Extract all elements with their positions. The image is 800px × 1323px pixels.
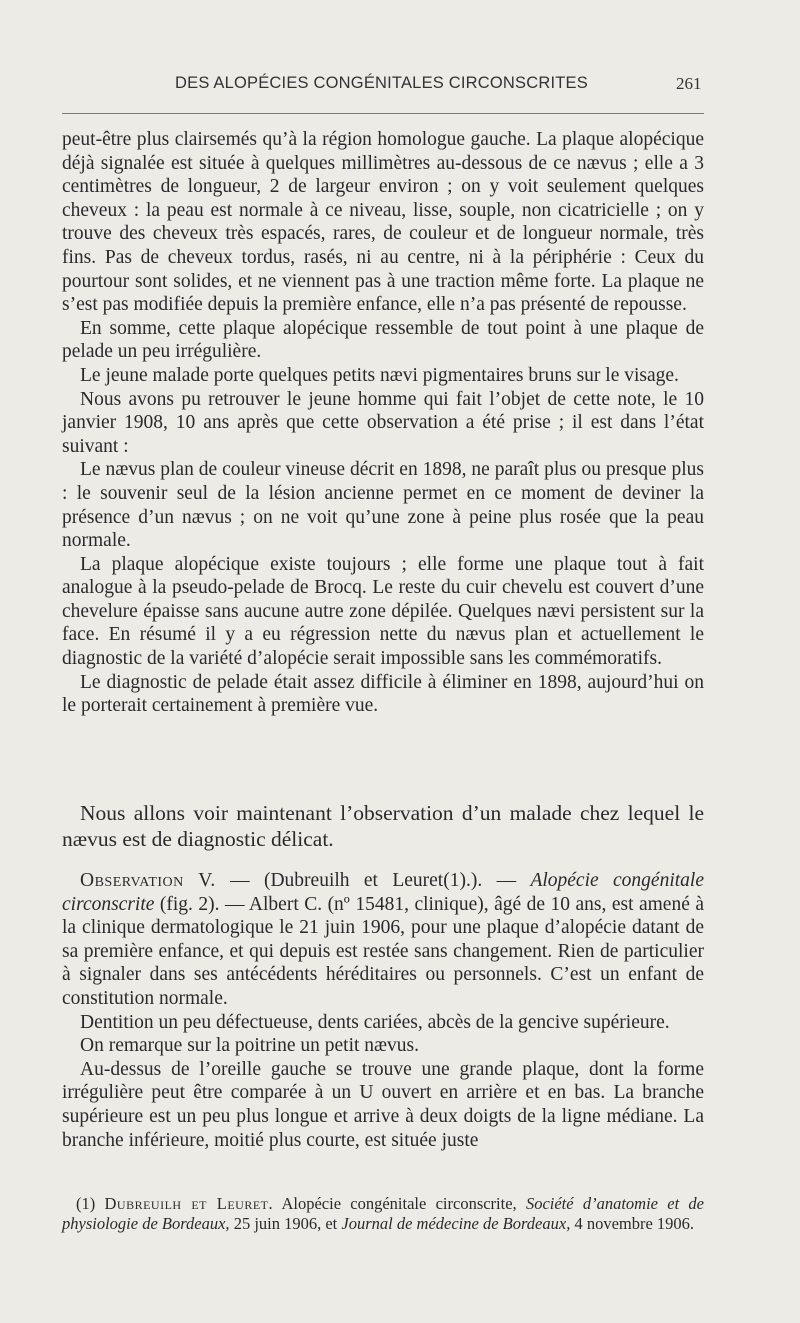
paragraph: Le nævus plan de couleur vineuse décrit en 1898, ne paraît plus ou presque plus : le souvenir seul de la lésion ancienne permet en ce moment de deviner la présence d’un nævus ; on ne voit qu’une zone à peine plus rosée que la peau normale.	[62, 459, 704, 552]
footnote-fragment: 25 juin 1906, et	[229, 1214, 342, 1233]
observation-opening	[62, 869, 704, 1011]
footnote-fragment: 4 novembre 1906.	[570, 1214, 695, 1233]
body-text	[62, 128, 704, 718]
footnote-journal: Journal de médecine de Bordeaux,	[341, 1214, 571, 1233]
footnote	[62, 1194, 704, 1234]
paragraph: La plaque alopécique existe toujours ; elle forme une plaque tout à fait analogue à la pseudo-pelade de Brocq. Le reste du cuir chevelu est couvert d’une chevelure épaisse sans aucune autre zone dépilée. Quelques nævi persistent sur la face. En résumé il y a eu régression nette du nævus plan et actuellement le diagnostic de la variété d’alopécie serait impossible sans les commémoratifs.	[62, 553, 704, 670]
observation-block	[62, 869, 704, 1152]
paragraph: Nous avons pu retrouver le jeune homme qui fait l’objet de cette note, le 10 janvier 1908, 10 ans après que cette observation a été prise ; il est dans l’état suivant :	[62, 388, 704, 457]
footnote-marker: (1)	[76, 1194, 105, 1213]
paragraph: Le diagnostic de pelade était assez difficile à éliminer en 1898, aujourd’hui on le porterait certainement à première vue.	[62, 671, 704, 717]
running-header	[0, 74, 800, 102]
footnote-text	[62, 1194, 704, 1234]
paragraph: Au-dessus de l’oreille gauche se trouve une grande plaque, dont la forme irrégulière peut être comparée à un U ouvert en arrière et en bas. La branche supérieure est un peu plus longue et arrive à deux doigts de la ligne médiane. La branche inférieure, moitié plus courte, est située juste	[62, 1058, 704, 1151]
footnote-authors: Dubreuilh et Leuret.	[104, 1194, 274, 1213]
footnote-fragment: Alopécie congénitale circonscrite,	[273, 1194, 526, 1213]
section-intro	[62, 800, 704, 852]
footnote-journal: Société d’anatomie et de physiologie de Bordeaux,	[62, 1194, 704, 1233]
paragraph: peut-être plus clairsemés qu’à la région homologue gauche. La plaque alopécique déjà signalée est située à quelques millimètres au-dessous de ce nævus ; elle a 3 centimètres de longueur, 2 de largeur environ ; on y voit seulement quelques cheveux : la peau est normale à ce niveau, lisse, souple, non cicatricielle ; on y trouve des cheveux très espacés, rares, de couleur et de longueur normale, très fins. Pas de cheveux tordus, rasés, ni au centre, ni à la périphérie : Ceux du pourtour sont solides, et ne viennent pas à une traction même forte. La plaque ne s’est pas modifiée depuis la première enfance, elle n’a pas présenté de repousse.	[62, 129, 704, 316]
observation-fig: (fig. 2).	[154, 893, 226, 915]
header-rule	[62, 113, 704, 114]
observation-authors: — (Dubreuilh et Leuret(1).). —	[215, 870, 531, 891]
observation-text: — Albert C. (nº 15481, clinique), âgé de 10 ans, est amené à la clinique dermatologique le 21 juin 1906, pour une plaque d’alopécie datant de sa première enfance, et qui depuis est restée sans changement. Rien de particulier à signaler dans ses antécédents héréditaires ou personnels. C’est un enfant de constitution normale.	[62, 893, 704, 1009]
observation-title: Alopécie congénitale circonscrite	[62, 870, 704, 915]
page-number: 261	[676, 74, 702, 93]
paragraph: Dentition un peu défectueuse, dents cariées, abcès de la gencive supérieure.	[80, 1011, 670, 1033]
running-title: DES ALOPÉCIES CONGÉNITALES CIRCONSCRITES	[175, 74, 588, 92]
paragraph: On remarque sur la poitrine un petit nævus.	[80, 1035, 420, 1057]
observation-heading: Observation V.	[80, 870, 216, 891]
paragraph: Le jeune malade porte quelques petits nævi pigmentaires bruns sur le visage.	[80, 364, 679, 386]
paragraph: En somme, cette plaque alopécique ressemble de tout point à une plaque de pelade un peu irrégulière.	[62, 317, 704, 363]
intro-paragraph: Nous allons voir maintenant l’observation d’un malade chez lequel le nævus est de diagnostic délicat.	[62, 801, 704, 851]
